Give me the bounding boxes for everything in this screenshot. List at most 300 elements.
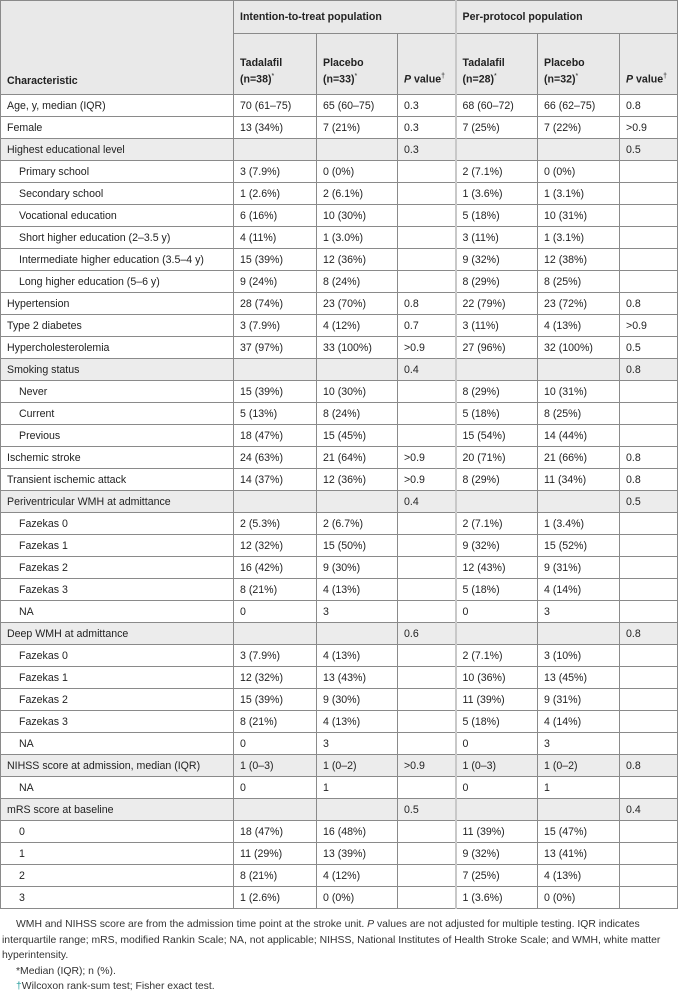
itt-placebo-cell: 1 (0–2) [317,755,398,777]
itt-p-value-cell [398,227,456,249]
itt-tadalafil-cell: 28 (74%) [234,293,317,315]
table-row [1,425,678,447]
pp-tadalafil-cell: 2 (7.1%) [456,161,538,183]
pp-placebo-cell: 4 (13%) [538,315,620,337]
pp-tadalafil-cell: 9 (32%) [456,535,538,557]
table-row [1,381,678,403]
itt-placebo-cell: 10 (30%) [317,381,398,403]
table-row [1,337,678,359]
itt-tadalafil-cell [234,799,317,821]
pp-p-value-cell: 0.5 [620,139,678,161]
itt-placebo-cell: 4 (13%) [317,579,398,601]
footnote-text: WMH and NIHSS score are from the admission time point at the stroke unit. [16,919,368,930]
pp-placebo-cell: 9 (31%) [538,689,620,711]
pp-tadalafil-cell [456,491,538,513]
p-label: P [404,74,412,86]
row-label: Long higher education (5–6 y) [1,271,234,293]
pp-tadalafil-cell: 10 (36%) [456,667,538,689]
pp-p-value-cell: >0.9 [620,315,678,337]
itt-tadalafil-cell: 3 (7.9%) [234,645,317,667]
arm-count: (n=38) [240,74,272,86]
arm-count: (n=28) [462,74,495,86]
itt-p-value-cell: >0.9 [398,469,456,491]
itt-p-value-cell [398,887,456,909]
pp-tadalafil-cell: 3 (11%) [456,227,538,249]
value-label: value [411,74,442,86]
row-label: mRS score at baseline [1,799,234,821]
itt-placebo-cell: 13 (39%) [317,843,398,865]
row-label: NA [1,733,234,755]
row-label: NA [1,777,234,799]
p-label: P [626,74,634,86]
pp-placebo-cell: 8 (25%) [538,271,620,293]
pp-placebo-cell: 13 (45%) [538,667,620,689]
pp-placebo-cell: 1 (3.4%) [538,513,620,535]
pp-tadalafil-cell: 20 (71%) [456,447,538,469]
itt-placebo-cell: 21 (64%) [317,447,398,469]
pp-tadalafil-cell [456,799,538,821]
table-row [1,535,678,557]
row-label: 2 [1,865,234,887]
row-label: NA [1,601,234,623]
itt-placebo-cell: 12 (36%) [317,469,398,491]
pp-tadalafil-cell: 0 [456,733,538,755]
itt-placebo-cell: 1 (3.0%) [317,227,398,249]
itt-placebo-cell: 1 [317,777,398,799]
itt-tadalafil-cell: 15 (39%) [234,381,317,403]
itt-p-value-cell [398,843,456,865]
table-row [1,667,678,689]
itt-tadalafil-cell: 1 (0–3) [234,755,317,777]
itt-p-value-cell: 0.8 [398,293,456,315]
itt-tadalafil-cell [234,359,317,381]
row-label: Fazekas 0 [1,513,234,535]
itt-p-value-cell: >0.9 [398,337,456,359]
itt-placebo-cell [317,623,398,645]
table-row [1,887,678,909]
pp-placebo-cell: 4 (13%) [538,865,620,887]
pp-p-value-cell: 0.8 [620,293,678,315]
table-row [1,645,678,667]
footnote-star [2,964,676,980]
table-row [1,733,678,755]
itt-placebo-cell [317,491,398,513]
itt-p-value-cell [398,381,456,403]
row-label: Type 2 diabetes [1,315,234,337]
footnote-text: values are not adjusted for multiple testing. IQR indicates interquartile range; mRS, modified Rankin Scale; NA, not applicable; NIHSS, National Institutes of Health Stroke Scale; and WMH, white matter hyperintensity. [2,919,661,961]
pp-p-value-cell: 0.8 [620,755,678,777]
itt-tadalafil-cell [234,623,317,645]
itt-tadalafil-cell [234,139,317,161]
pp-tadalafil-cell: 7 (25%) [456,117,538,139]
itt-p-value-cell: >0.9 [398,447,456,469]
pp-placebo-cell [538,491,620,513]
table-row [1,557,678,579]
itt-p-value-cell [398,535,456,557]
pp-p-value-cell [620,711,678,733]
footnote-marker: * [16,965,21,977]
pp-p-value-cell [620,645,678,667]
footnote-text: Median (IQR); n (%). [20,965,116,977]
itt-placebo-cell: 3 [317,733,398,755]
itt-placebo-cell [317,139,398,161]
itt-placebo-cell: 10 (30%) [317,205,398,227]
itt-tadalafil-cell: 18 (47%) [234,425,317,447]
pp-p-value-cell [620,843,678,865]
itt-placebo-cell: 4 (12%) [317,315,398,337]
pp-tadalafil-cell: 5 (18%) [456,403,538,425]
pp-placebo-cell [538,623,620,645]
itt-p-value-cell: 0.5 [398,799,456,821]
itt-tadalafil-cell: 0 [234,733,317,755]
itt-placebo-cell: 4 (13%) [317,645,398,667]
pp-p-value-cell [620,601,678,623]
pp-tadalafil-cell: 9 (32%) [456,249,538,271]
itt-tadalafil-cell: 8 (21%) [234,865,317,887]
itt-p-value-cell [398,249,456,271]
table-row [1,689,678,711]
footnote-main [2,917,676,964]
row-label: Intermediate higher education (3.5–4 y) [1,249,234,271]
pp-placebo-cell: 7 (22%) [538,117,620,139]
itt-placebo-cell: 12 (36%) [317,249,398,271]
itt-p-value-cell [398,205,456,227]
itt-tadalafil-cell: 8 (21%) [234,711,317,733]
pp-placebo-cell: 1 (3.1%) [538,183,620,205]
itt-p-value-cell [398,557,456,579]
pp-tadalafil-cell: 11 (39%) [456,689,538,711]
pp-placebo-cell: 66 (62–75) [538,95,620,117]
itt-tadalafil-cell: 15 (39%) [234,689,317,711]
row-label: Hypercholesterolemia [1,337,234,359]
itt-tadalafil-cell: 0 [234,601,317,623]
pp-p-value-cell: 0.4 [620,799,678,821]
table-row [1,513,678,535]
column-header-characteristic: Characteristic [1,1,234,95]
pp-p-value-cell [620,513,678,535]
table-section-row [1,799,678,821]
pp-tadalafil-cell: 0 [456,777,538,799]
pp-p-value-cell [620,821,678,843]
pp-p-value-cell: 0.5 [620,337,678,359]
pp-placebo-cell: 1 (3.1%) [538,227,620,249]
itt-p-value-cell [398,865,456,887]
pp-p-value-cell [620,557,678,579]
itt-p-value-cell [398,733,456,755]
pp-tadalafil-cell: 7 (25%) [456,865,538,887]
footnote-marker: * [494,73,497,81]
pp-tadalafil-cell: 5 (18%) [456,579,538,601]
table-row [1,579,678,601]
itt-p-value-cell [398,425,456,447]
pp-tadalafil-cell: 27 (96%) [456,337,538,359]
pp-tadalafil-cell: 9 (32%) [456,843,538,865]
row-label: Ischemic stroke [1,447,234,469]
group-header-per-protocol: Per-protocol population [456,1,678,34]
itt-tadalafil-cell: 8 (21%) [234,579,317,601]
pp-p-value-cell [620,865,678,887]
itt-placebo-cell: 33 (100%) [317,337,398,359]
pp-placebo-cell: 15 (52%) [538,535,620,557]
footnote-marker: * [354,73,358,81]
table-row [1,403,678,425]
pp-tadalafil-cell: 2 (7.1%) [456,645,538,667]
itt-tadalafil-cell: 1 (2.6%) [234,183,317,205]
table-row [1,843,678,865]
itt-placebo-cell: 9 (30%) [317,689,398,711]
itt-p-value-cell [398,403,456,425]
itt-tadalafil-cell: 5 (13%) [234,403,317,425]
itt-p-value-cell [398,271,456,293]
table-row [1,227,678,249]
footnote-marker: * [575,73,579,81]
pp-placebo-cell: 23 (72%) [538,293,620,315]
pp-p-value-cell [620,161,678,183]
table-row [1,205,678,227]
pp-placebo-cell [538,359,620,381]
row-label: Transient ischemic attack [1,469,234,491]
pp-tadalafil-cell [456,359,538,381]
table-row [1,315,678,337]
row-label: Previous [1,425,234,447]
table-section-row [1,359,678,381]
itt-tadalafil-cell: 13 (34%) [234,117,317,139]
pp-placebo-cell: 0 (0%) [538,887,620,909]
itt-p-value-cell: 0.3 [398,95,456,117]
pp-placebo-cell: 8 (25%) [538,403,620,425]
arm-name: Tadalafil [462,57,505,70]
pp-p-value-cell [620,777,678,799]
itt-tadalafil-cell [234,491,317,513]
pp-tadalafil-cell: 5 (18%) [456,711,538,733]
itt-placebo-cell: 13 (43%) [317,667,398,689]
row-label: Primary school [1,161,234,183]
itt-tadalafil-cell: 12 (32%) [234,535,317,557]
pp-p-value-cell [620,381,678,403]
pp-placebo-cell: 21 (66%) [538,447,620,469]
itt-tadalafil-cell: 6 (16%) [234,205,317,227]
pp-placebo-cell: 9 (31%) [538,557,620,579]
pp-tadalafil-cell: 2 (7.1%) [456,513,538,535]
pp-tadalafil-cell: 12 (43%) [456,557,538,579]
itt-placebo-cell: 65 (60–75) [317,95,398,117]
pp-p-value-cell: 0.8 [620,469,678,491]
pp-tadalafil-cell: 3 (11%) [456,315,538,337]
pp-placebo-cell: 12 (38%) [538,249,620,271]
pp-tadalafil-cell: 15 (54%) [456,425,538,447]
pp-placebo-cell: 13 (41%) [538,843,620,865]
footnote-marker: * [271,73,275,81]
row-label: Secondary school [1,183,234,205]
table-row [1,821,678,843]
table-row [1,161,678,183]
arm-count: (n=33) [323,74,355,86]
row-label: Fazekas 2 [1,689,234,711]
itt-placebo-cell: 2 (6.1%) [317,183,398,205]
pp-placebo-cell: 14 (44%) [538,425,620,447]
pp-tadalafil-cell: 8 (29%) [456,271,538,293]
itt-p-value-cell [398,821,456,843]
itt-tadalafil-cell: 70 (61–75) [234,95,317,117]
itt-p-value-cell [398,183,456,205]
pp-tadalafil-cell: 1 (0–3) [456,755,538,777]
itt-placebo-cell [317,359,398,381]
pp-tadalafil-cell: 1 (3.6%) [456,887,538,909]
table-row [1,601,678,623]
pp-tadalafil-cell: 8 (29%) [456,469,538,491]
itt-placebo-cell: 0 (0%) [317,161,398,183]
table-row [1,293,678,315]
table-section-row [1,623,678,645]
itt-placebo-cell: 15 (45%) [317,425,398,447]
itt-p-value-cell [398,161,456,183]
footnote-text: Wilcoxon rank-sum test; Fisher exact test. [21,981,215,992]
pp-p-value-cell [620,183,678,205]
row-label: Fazekas 2 [1,557,234,579]
pp-p-value-cell: >0.9 [620,117,678,139]
pp-p-value-cell [620,403,678,425]
pp-tadalafil-cell: 0 [456,601,538,623]
table-section-row [1,491,678,513]
itt-placebo-cell: 16 (48%) [317,821,398,843]
pp-placebo-cell: 32 (100%) [538,337,620,359]
table-row [1,95,678,117]
itt-tadalafil-cell: 18 (47%) [234,821,317,843]
pp-p-value-cell [620,689,678,711]
itt-tadalafil-cell: 2 (5.3%) [234,513,317,535]
pp-p-value-cell [620,733,678,755]
itt-placebo-cell: 3 [317,601,398,623]
table-row [1,469,678,491]
column-header-tadalafil [456,34,538,95]
row-label: Periventricular WMH at admittance [1,491,234,513]
row-label: Short higher education (2–3.5 y) [1,227,234,249]
row-label: Fazekas 3 [1,579,234,601]
itt-p-value-cell [398,667,456,689]
row-label: 0 [1,821,234,843]
pp-p-value-cell [620,667,678,689]
pp-placebo-cell: 1 (0–2) [538,755,620,777]
itt-p-value-cell [398,777,456,799]
itt-p-value-cell [398,579,456,601]
itt-placebo-cell: 2 (6.7%) [317,513,398,535]
itt-p-value-cell [398,645,456,667]
footnote-marker: † [16,981,22,992]
arm-count: (n=32) [544,74,576,86]
pp-placebo-cell: 4 (14%) [538,579,620,601]
itt-placebo-cell: 7 (21%) [317,117,398,139]
itt-p-value-cell [398,601,456,623]
column-header-placebo [317,34,398,95]
table-row [1,865,678,887]
pp-placebo-cell: 3 (10%) [538,645,620,667]
pp-placebo-cell: 10 (31%) [538,205,620,227]
itt-tadalafil-cell: 24 (63%) [234,447,317,469]
itt-placebo-cell: 4 (13%) [317,711,398,733]
itt-p-value-cell: 0.4 [398,491,456,513]
table-row [1,249,678,271]
itt-tadalafil-cell: 1 (2.6%) [234,887,317,909]
itt-tadalafil-cell: 11 (29%) [234,843,317,865]
itt-placebo-cell: 8 (24%) [317,271,398,293]
pp-p-value-cell: 0.8 [620,95,678,117]
column-header-p-value [398,34,456,95]
itt-p-value-cell: 0.6 [398,623,456,645]
row-label: Never [1,381,234,403]
table-row [1,117,678,139]
itt-p-value-cell: 0.3 [398,139,456,161]
itt-tadalafil-cell: 9 (24%) [234,271,317,293]
itt-placebo-cell [317,799,398,821]
pp-placebo-cell: 0 (0%) [538,161,620,183]
footnote-p-italic: P [367,919,375,930]
row-label: Vocational education [1,205,234,227]
column-header-placebo [538,34,620,95]
row-label: Current [1,403,234,425]
itt-placebo-cell: 8 (24%) [317,403,398,425]
itt-p-value-cell: >0.9 [398,755,456,777]
itt-tadalafil-cell: 37 (97%) [234,337,317,359]
group-header-itt: Intention-to-treat population [234,1,456,34]
pp-p-value-cell [620,535,678,557]
pp-tadalafil-cell: 5 (18%) [456,205,538,227]
row-label: 1 [1,843,234,865]
pp-placebo-cell: 11 (34%) [538,469,620,491]
pp-tadalafil-cell: 8 (29%) [456,381,538,403]
itt-p-value-cell [398,689,456,711]
pp-p-value-cell: 0.8 [620,447,678,469]
footnote-marker: † [663,73,668,81]
pp-p-value-cell [620,887,678,909]
row-label: Fazekas 1 [1,535,234,557]
itt-p-value-cell [398,513,456,535]
table-footnotes [0,909,678,995]
itt-p-value-cell: 0.3 [398,117,456,139]
itt-tadalafil-cell: 15 (39%) [234,249,317,271]
pp-tadalafil-cell: 68 (60–72) [456,95,538,117]
row-label: 3 [1,887,234,909]
pp-placebo-cell [538,139,620,161]
itt-tadalafil-cell: 3 (7.9%) [234,161,317,183]
table-row [1,183,678,205]
row-label: Hypertension [1,293,234,315]
pp-p-value-cell: 0.8 [620,623,678,645]
itt-p-value-cell: 0.4 [398,359,456,381]
footnote-dagger [2,979,676,995]
table-section-row [1,755,678,777]
itt-tadalafil-cell: 0 [234,777,317,799]
row-label: Fazekas 0 [1,645,234,667]
pp-p-value-cell [620,271,678,293]
pp-p-value-cell [620,205,678,227]
itt-placebo-cell: 4 (12%) [317,865,398,887]
table-section-row [1,139,678,161]
pp-placebo-cell: 10 (31%) [538,381,620,403]
column-header-p-value [620,34,678,95]
arm-name: Placebo [323,57,364,70]
pp-p-value-cell: 0.5 [620,491,678,513]
pp-placebo-cell: 3 [538,601,620,623]
pp-p-value-cell [620,579,678,601]
table-row [1,447,678,469]
pp-p-value-cell [620,227,678,249]
itt-placebo-cell: 23 (70%) [317,293,398,315]
table-row [1,777,678,799]
row-label: Smoking status [1,359,234,381]
itt-p-value-cell [398,711,456,733]
pp-tadalafil-cell: 11 (39%) [456,821,538,843]
pp-tadalafil-cell: 1 (3.6%) [456,183,538,205]
